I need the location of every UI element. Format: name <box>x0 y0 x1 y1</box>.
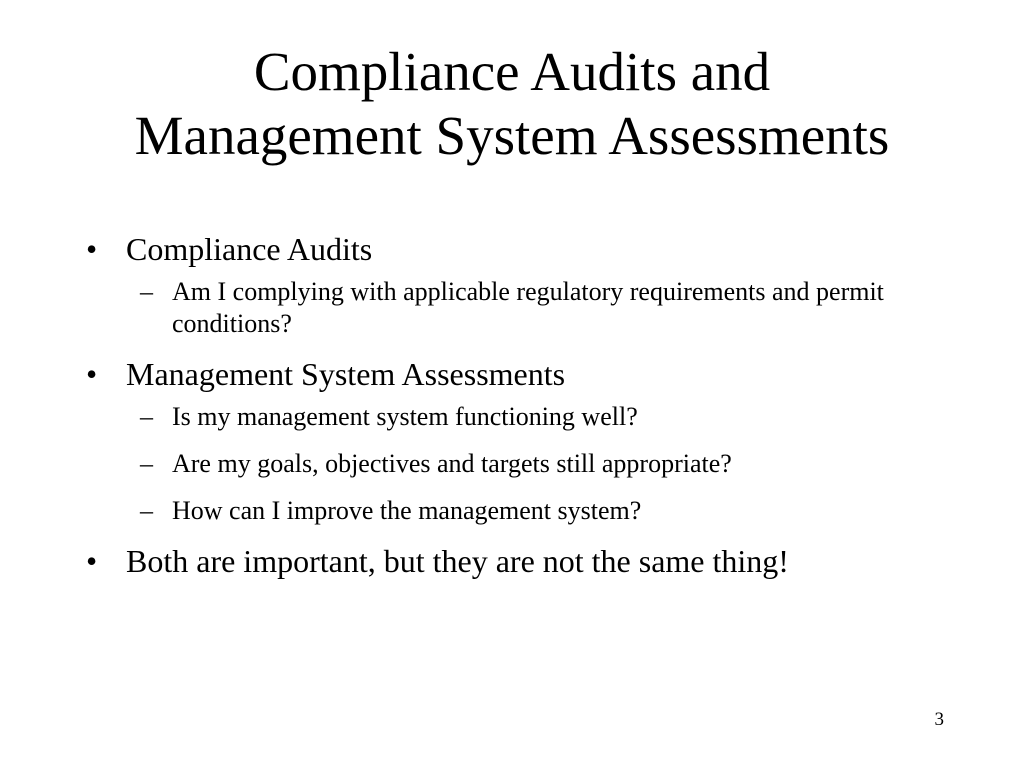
bullet-marker: • <box>86 356 98 392</box>
sub-bullet-marker: – <box>140 496 153 525</box>
bullet-text: Both are important, but they are not the same thing! <box>126 543 789 579</box>
sub-bullet-item <box>126 401 962 433</box>
sub-bullet-item <box>126 276 962 340</box>
sub-bullet-item <box>126 495 962 527</box>
bullet-compliance-audits <box>86 230 986 340</box>
sub-bullet-text: Is my management system functioning well? <box>172 402 638 431</box>
sub-bullet-text: How can I improve the management system? <box>172 496 642 525</box>
bullet-both-important <box>86 542 986 580</box>
bullet-text: Compliance Audits <box>126 231 373 267</box>
sub-bullet-marker: – <box>140 402 153 431</box>
sub-bullet-marker: – <box>140 449 153 478</box>
sub-bullet-text: Am I complying with applicable regulatory requirements and permit conditions? <box>172 277 884 338</box>
title-line-1: Compliance Audits and <box>253 41 771 102</box>
sub-bullet-list <box>126 276 986 340</box>
page-number: 3 <box>934 709 944 730</box>
bullet-list <box>86 230 986 589</box>
bullet-text: Management System Assessments <box>126 356 566 392</box>
slide-title <box>0 40 1024 168</box>
sub-bullet-marker: – <box>140 277 153 306</box>
bullet-marker: • <box>86 543 98 579</box>
bullet-marker: • <box>86 231 98 267</box>
sub-bullet-text: Are my goals, objectives and targets still appropriate? <box>172 449 732 478</box>
bullet-management-system-assessments <box>86 355 986 527</box>
sub-bullet-list <box>126 401 986 527</box>
title-line-2: Management System Assessments <box>134 105 890 166</box>
sub-bullet-item <box>126 448 962 480</box>
